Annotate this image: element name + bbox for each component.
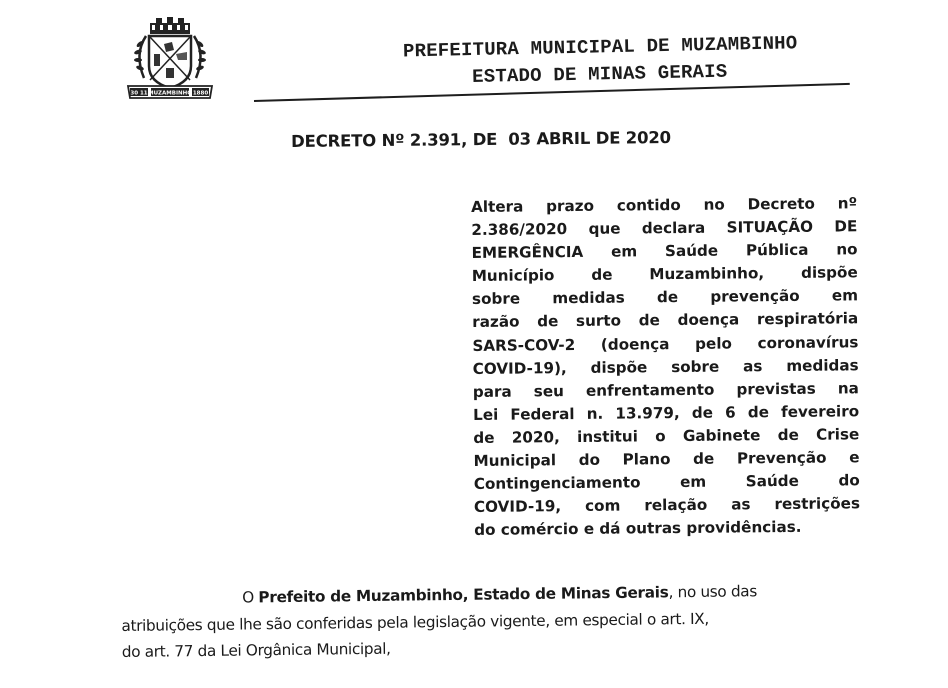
summary-line: Altera prazo contido no Decreto nº	[471, 194, 858, 216]
summary-line: sobre medidas de prevenção em	[471, 286, 859, 309]
preamble-authority: Prefeito de Muzambinho, Estado de Minas Gerais	[258, 583, 669, 607]
summary-line: COVID-19, com relação as restrições	[473, 494, 861, 517]
summary-line: Municipal do Plano de Prevenção e	[473, 448, 860, 471]
summary-line: EMERGÊNCIA em Saúde Pública no	[471, 240, 858, 263]
decree-summary	[471, 192, 860, 542]
summary-line: Lei Federal n. 13.979, de 6 de fevereiro	[473, 402, 860, 424]
summary-line: Contingenciamento em Saúde do	[473, 471, 860, 494]
summary-line: 2.386/2020 que declara SITUAÇÃO DE	[471, 217, 858, 240]
summary-line: SARS-COV-2 (doença pelo coronavírus	[472, 332, 859, 355]
coat-of-arms-icon	[124, 14, 216, 100]
svg-text:MUZAMBINHO: MUZAMBINHO	[148, 90, 192, 97]
summary-line: de 2020, institui o Gabinete de Crise	[473, 425, 860, 447]
summary-line: do comércio e dá outras providências.	[474, 518, 802, 540]
preamble-continuation: , no uso das	[668, 582, 758, 602]
preamble-line: atribuições que lhe são conferidas pela legislação vigente, em especial o art. IX,	[121, 609, 709, 635]
summary-line: Município de Muzambinho, dispõe	[471, 263, 858, 286]
letterhead-state: ESTADO DE MINAS GERAIS	[471, 60, 728, 89]
preamble-line: do art. 77 da Lei Orgânica Municipal,	[121, 639, 391, 661]
svg-text:30 11: 30 11	[130, 90, 148, 97]
summary-line: COVID-19), dispõe sobre as medidas	[472, 355, 859, 378]
preamble-paragraph	[121, 576, 912, 665]
summary-line: para seu enfrentamento previstas na	[472, 379, 859, 401]
preamble-lead: O	[242, 588, 259, 607]
letterhead-municipality: PREFEITURA MUNICIPAL DE MUZAMBINHO	[402, 32, 798, 63]
decree-title: DECRETO Nº 2.391, DE 03 ABRIL DE 2020	[291, 128, 671, 151]
summary-line: razão de surto de doença respiratória	[472, 309, 859, 332]
svg-text:1880: 1880	[192, 90, 209, 97]
